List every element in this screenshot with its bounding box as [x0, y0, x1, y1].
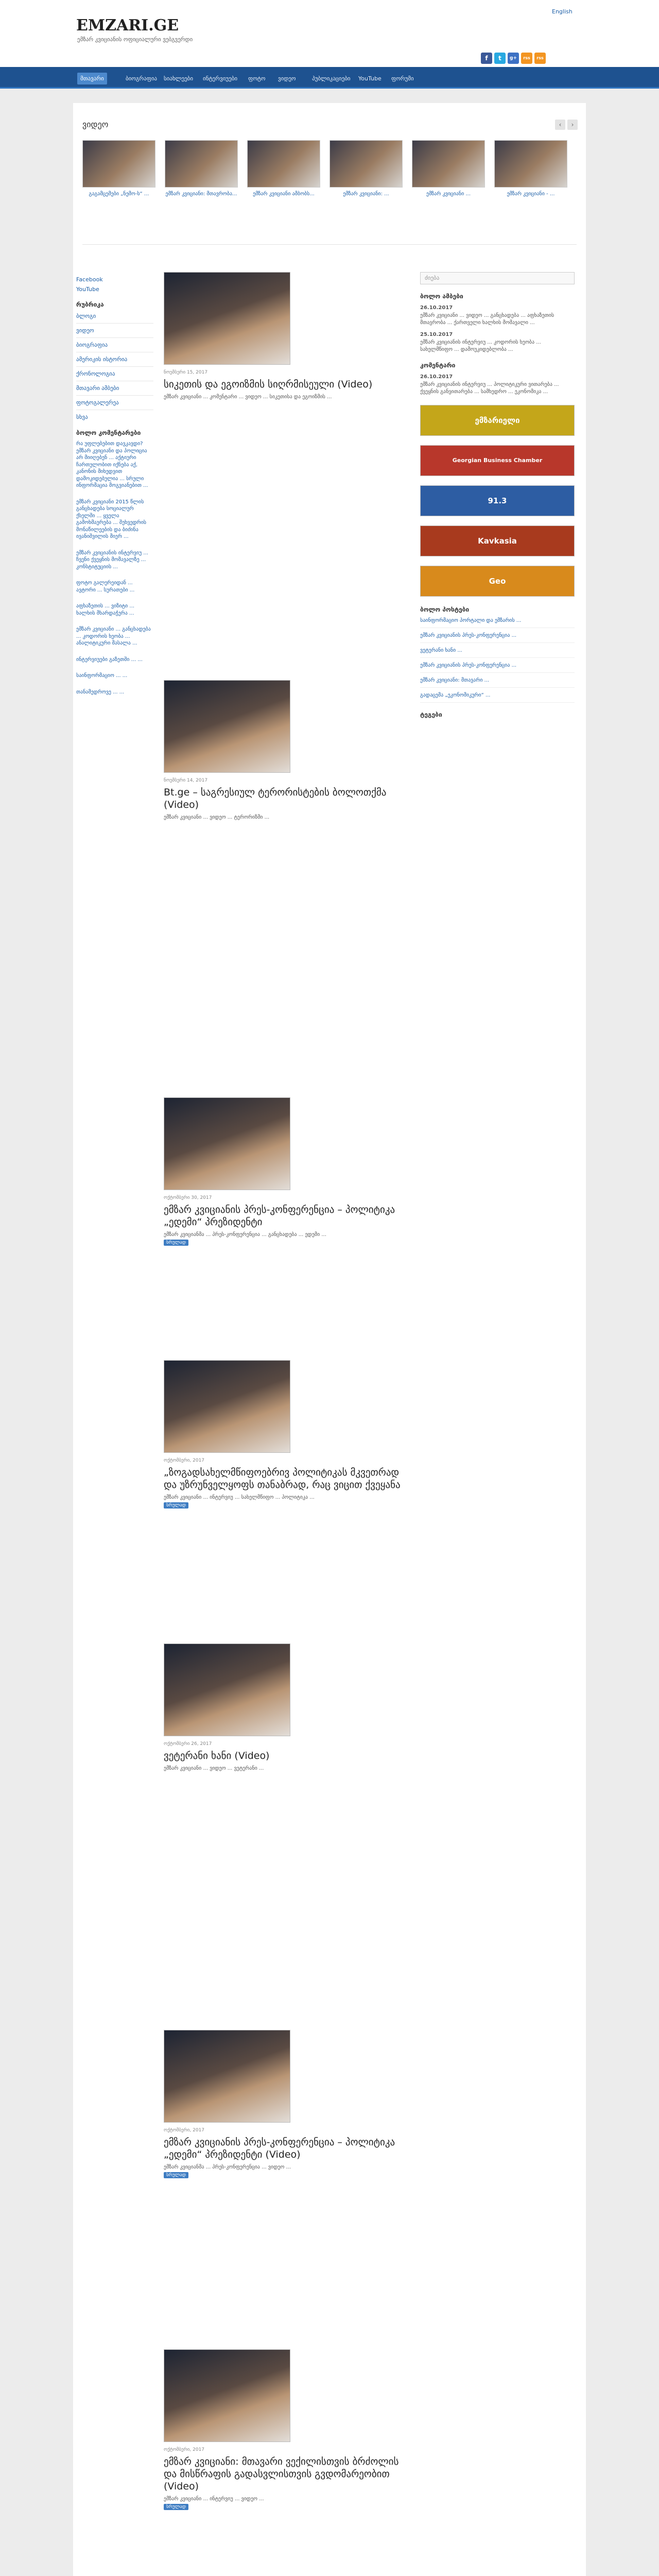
- sidebar-menu-item[interactable]: ამერიკის ისტორია: [76, 356, 128, 363]
- article-excerpt: ემზარ კვიციანი ... ვიდეო ... ტერორიზმი ...: [164, 815, 270, 820]
- nav-item-biography[interactable]: ბიოგრაფია: [126, 75, 158, 82]
- article-card: [164, 272, 401, 401]
- slider-thumbnail[interactable]: [412, 140, 485, 188]
- article-excerpt: ემზარ კვიციანი ... ვიდეო ... ვეტერანი ...: [164, 1766, 264, 1771]
- article-image[interactable]: [164, 2349, 290, 2442]
- ad-banner[interactable]: ემზარიელი: [420, 405, 575, 436]
- slider-item[interactable]: [412, 140, 485, 198]
- article-meta: ოქტომბერი, 2017: [164, 2447, 205, 2452]
- article-image[interactable]: [164, 2030, 290, 2123]
- nav-item-photo[interactable]: ფოტო: [248, 75, 266, 82]
- ad-banner[interactable]: Kavkasia: [420, 526, 575, 556]
- article-title[interactable]: ემზარ კვიციანის პრეს-კონფერენცია – პოლიტიკა „ედემი“ პრეზიდენტი (Video): [164, 2137, 395, 2160]
- nav-item-news[interactable]: სიახლეები: [164, 75, 194, 82]
- menu-divider: [76, 366, 153, 367]
- article-title[interactable]: „ზოგადსახელმწიფოებრივ პოლიტიკას მკვეთრად და უზრუნველყოფს თანაბრად, რაც ვიცით ქვეყანა: [164, 1467, 401, 1490]
- slider-item[interactable]: [494, 140, 567, 198]
- ad-banner[interactable]: 91.3: [420, 485, 575, 516]
- slider-caption[interactable]: ემზარ კვიციანი - ...: [507, 191, 555, 197]
- article-card: [164, 680, 401, 821]
- recent-post-link[interactable]: ვეტერანი ხანი ...: [420, 647, 575, 658]
- sidebar-comment[interactable]: ემზარ კვიციანის ინტერვიუ ... ჩვენი ქვეყნის მომავალზე ... კონსტიტუციის ...: [76, 550, 148, 570]
- nav-item-publications[interactable]: პუბლიკაციები: [312, 75, 351, 82]
- slider-thumbnail[interactable]: [494, 140, 567, 188]
- slider-caption[interactable]: ემზარ კვიციანი ამბობს...: [253, 191, 315, 197]
- recent-post-link[interactable]: ემზარ კვიციანის პრეს-კონფერენცია ...: [420, 662, 575, 673]
- recent-post-link[interactable]: გადაცემა „ეკონომიკური“ ...: [420, 692, 575, 703]
- read-more-button[interactable]: სრულად: [164, 2172, 188, 2178]
- news-text: ემზარ კვიციანი ... ვიდეო ... განცხადება ... აფხაზეთის მთავრობა ... ქართველი ხალხის მომავალი ...: [420, 313, 554, 326]
- article-image[interactable]: [164, 272, 290, 365]
- sidebar-link-youtube[interactable]: YouTube: [76, 286, 99, 293]
- nav-item-home[interactable]: მთავარი: [77, 73, 107, 84]
- slider-thumbnail[interactable]: [82, 140, 155, 188]
- slider-item[interactable]: [82, 140, 155, 198]
- rss-icon[interactable]: rss: [521, 53, 532, 64]
- recent-post-link[interactable]: საინფორმაციო პორტალი და ემზარის ...: [420, 617, 575, 628]
- slider-caption[interactable]: გაგამცემები „ნემო-ს“ ...: [89, 191, 149, 197]
- article-title[interactable]: სიკეთის და ეგოიზმის სიღრმისეული (Video): [164, 379, 373, 390]
- sidebar-menu-title: რუბრიკა: [76, 301, 104, 308]
- twitter-icon[interactable]: t: [494, 53, 506, 64]
- facebook-icon[interactable]: f: [481, 53, 492, 64]
- news-text: ემზარ კვიციანის ინტერვიუ ... კოდორის ხეობა ... სახელმწიფო ... დამოუკიდებლობა ...: [420, 340, 541, 352]
- article-card: [164, 1643, 401, 1772]
- article-image[interactable]: [164, 1643, 290, 1736]
- sidebar-menu-item[interactable]: ქრონოლოგია: [76, 370, 115, 377]
- sidebar-menu-item[interactable]: ვიდეო: [76, 327, 94, 334]
- article-meta: ოქტომბერი 30, 2017: [164, 1195, 212, 1200]
- site-tagline: ემზარ კვიციანის ოფიციალური ვებგვერდი: [77, 36, 193, 43]
- sidebar-search-input[interactable]: ძიება: [420, 272, 575, 284]
- rss-comments-icon[interactable]: rss: [534, 53, 546, 64]
- read-more-button[interactable]: სრულად: [164, 1240, 188, 1246]
- sidebar-menu-item[interactable]: მთავარი ამბები: [76, 385, 119, 392]
- slider-thumbnail[interactable]: [165, 140, 238, 188]
- news-date: 25.10.2017: [420, 332, 453, 337]
- right-sidebar: [420, 272, 575, 721]
- comment-text: ემზარ კვიციანის ინტერვიუ ... პოლიტიკური ვითარება ... ქვეყნის განვითარება ... სამხედრო ... ეკონომიკა ...: [420, 382, 559, 395]
- sidebar-menu-item[interactable]: ფოტოგალერეა: [76, 399, 119, 406]
- sidebar-comment[interactable]: რა უფლებებით დავკავდი? ემზარ კვიციანი და პოლიცია არ მიიღებენ ... აქტიური ჩართულობით იქნება აქ, კანონის მიხედვით დამოკიდებულია ... სრული ინფორმაცია მოგვიანებით ...: [76, 441, 148, 488]
- news-widget-title: ბოლო ამბები: [420, 293, 463, 300]
- slider-next-icon[interactable]: ›: [567, 120, 578, 130]
- recent-post-link[interactable]: ემზარ კვიციანი: მთავარი ...: [420, 677, 575, 688]
- news-date: 26.10.2017: [420, 305, 453, 311]
- slider-item[interactable]: [247, 140, 320, 198]
- nav-item-interviews[interactable]: ინტერვიუები: [203, 75, 238, 82]
- read-more-button[interactable]: სრულად: [164, 2504, 188, 2510]
- article-excerpt: ემზარ კვიციანმა ... პრეს-კონფერენცია ... განცხადება ... ედემი ...: [164, 1232, 326, 1238]
- section-divider: [82, 244, 577, 245]
- slider-thumbnail[interactable]: [330, 140, 403, 188]
- links-widget-title: ბოლო პოსტები: [420, 606, 470, 613]
- article-title[interactable]: ემზარ კვიციანი: მთავარი ვექილისთვის ბრძოლის და მისწრაფის გადასვლისთვის გვდომარეობით (Video): [164, 2456, 399, 2492]
- sidebar-comment[interactable]: ემზარ კვიციანი ... განცხადება ... კოდორის ხეობა ... ანალიტიკური მასალა ...: [76, 626, 151, 646]
- sidebar-comment[interactable]: ინტერვიუები გაზეთში ... ...: [76, 656, 143, 663]
- comment-date: 26.10.2017: [420, 374, 453, 380]
- article-meta: ნოემბერი 14, 2017: [164, 778, 208, 783]
- main-nav: [0, 67, 659, 89]
- article-image[interactable]: [164, 1360, 290, 1453]
- article-card: [164, 2030, 401, 2178]
- article-image[interactable]: [164, 680, 290, 773]
- slider-prev-icon[interactable]: ‹: [555, 120, 565, 130]
- article-excerpt: ემზარ კვიციანი ... კომენტარი ... ვიდეო ... სიკეთისა და ეგოიზმის ...: [164, 394, 332, 400]
- site-logo[interactable]: EMZARI.GE: [76, 16, 179, 35]
- slider-thumbnail[interactable]: [247, 140, 320, 188]
- comment-widget-title: კომენტარი: [420, 362, 456, 369]
- sidebar-comment[interactable]: აფხაზეთის ... ვიზიტი ... ხალხის მხარდაჭერა ...: [76, 603, 134, 616]
- language-link[interactable]: English: [552, 8, 573, 15]
- article-title[interactable]: ვეტერანი ხანი (Video): [164, 1750, 270, 1761]
- article-excerpt: ემზარ კვიციანი ... ინტერვიუ ... სახელმწიფო ... პოლიტიკა ...: [164, 1495, 315, 1500]
- slider-caption[interactable]: ემზარ კვიციანი: ...: [343, 191, 389, 197]
- slider-caption[interactable]: ემზარ კვიციანი: მთავრობა...: [165, 191, 237, 197]
- article-image[interactable]: [164, 1097, 290, 1190]
- tags-widget-title: ტეგები: [420, 711, 442, 718]
- sidebar-comment[interactable]: თანამედროვე ... ...: [76, 689, 125, 695]
- slider-item[interactable]: [330, 140, 403, 198]
- article-title[interactable]: ემზარ კვიციანის პრეს-კონფერენცია – პოლიტიკა „ედემი“ პრეზიდენტი: [164, 1204, 395, 1228]
- sidebar-menu-item[interactable]: ბიოგრაფია: [76, 342, 108, 348]
- article-title[interactable]: Bt.ge – საგრესიულ ტერორისტების ბოლოთქმა (Video): [164, 787, 387, 810]
- article-card: [164, 1097, 401, 1246]
- slider-caption[interactable]: ემზარ კვიციანი ...: [426, 191, 471, 197]
- sidebar-comments-title: ბოლო კომენტარები: [76, 429, 141, 436]
- nav-item-youtube[interactable]: YouTube: [358, 75, 381, 82]
- article-card: [164, 2349, 401, 2510]
- ad-banner[interactable]: Geo: [420, 566, 575, 597]
- slider-item[interactable]: [165, 140, 238, 198]
- menu-divider: [76, 395, 153, 396]
- recent-post-link[interactable]: ემზარ კვიციანის პრეს-კონფერენცია ...: [420, 632, 575, 643]
- header: [0, 0, 659, 67]
- nav-item-video[interactable]: ვიდეო: [278, 75, 296, 82]
- article-excerpt: ემზარ კვიციანი ... ინტერვიუ ... ვიდეო ...: [164, 2496, 264, 2502]
- sidebar-comment[interactable]: ფოტო გალერეიდან ... ავტორი ... სურათები ...: [76, 580, 135, 593]
- left-sidebar: [76, 273, 153, 705]
- sidebar-menu-item[interactable]: ბლოგი: [76, 313, 96, 319]
- menu-divider: [76, 337, 153, 338]
- article-meta: ოქტომბერი, 2017: [164, 1458, 205, 1463]
- sidebar-link-facebook[interactable]: Facebook: [76, 276, 103, 283]
- sidebar-menu-item[interactable]: სხვა: [76, 414, 88, 420]
- article-meta: ნოემბერი 15, 2017: [164, 370, 208, 375]
- article-meta: ოქტომბერი, 2017: [164, 2128, 205, 2133]
- read-more-button[interactable]: სრულად: [164, 1502, 188, 1509]
- article-card: [164, 1360, 401, 1509]
- sidebar-comment[interactable]: საინფორმაციო ... ...: [76, 673, 128, 679]
- article-excerpt: ემზარ კვიციანმა ... პრეს-კონფერენცია ... ვიდეო ...: [164, 2164, 291, 2170]
- google-plus-icon[interactable]: g+: [508, 53, 519, 64]
- menu-divider: [76, 323, 153, 324]
- article-meta: ოქტომბერი 26, 2017: [164, 1741, 212, 1747]
- ad-banner[interactable]: Georgian Business Chamber: [420, 445, 575, 476]
- slider-title: ვიდეო: [82, 120, 109, 129]
- nav-item-forum[interactable]: ფორუმი: [391, 75, 414, 82]
- sidebar-comment[interactable]: ემზარ კვიციანი 2015 წლის განცხადება სოციალურ ქსელში ... ყველა გამოხმაურება ... შეხვედრის მონაწილეების და ბიძინა ივანიშვილის მიერ ...: [76, 499, 147, 539]
